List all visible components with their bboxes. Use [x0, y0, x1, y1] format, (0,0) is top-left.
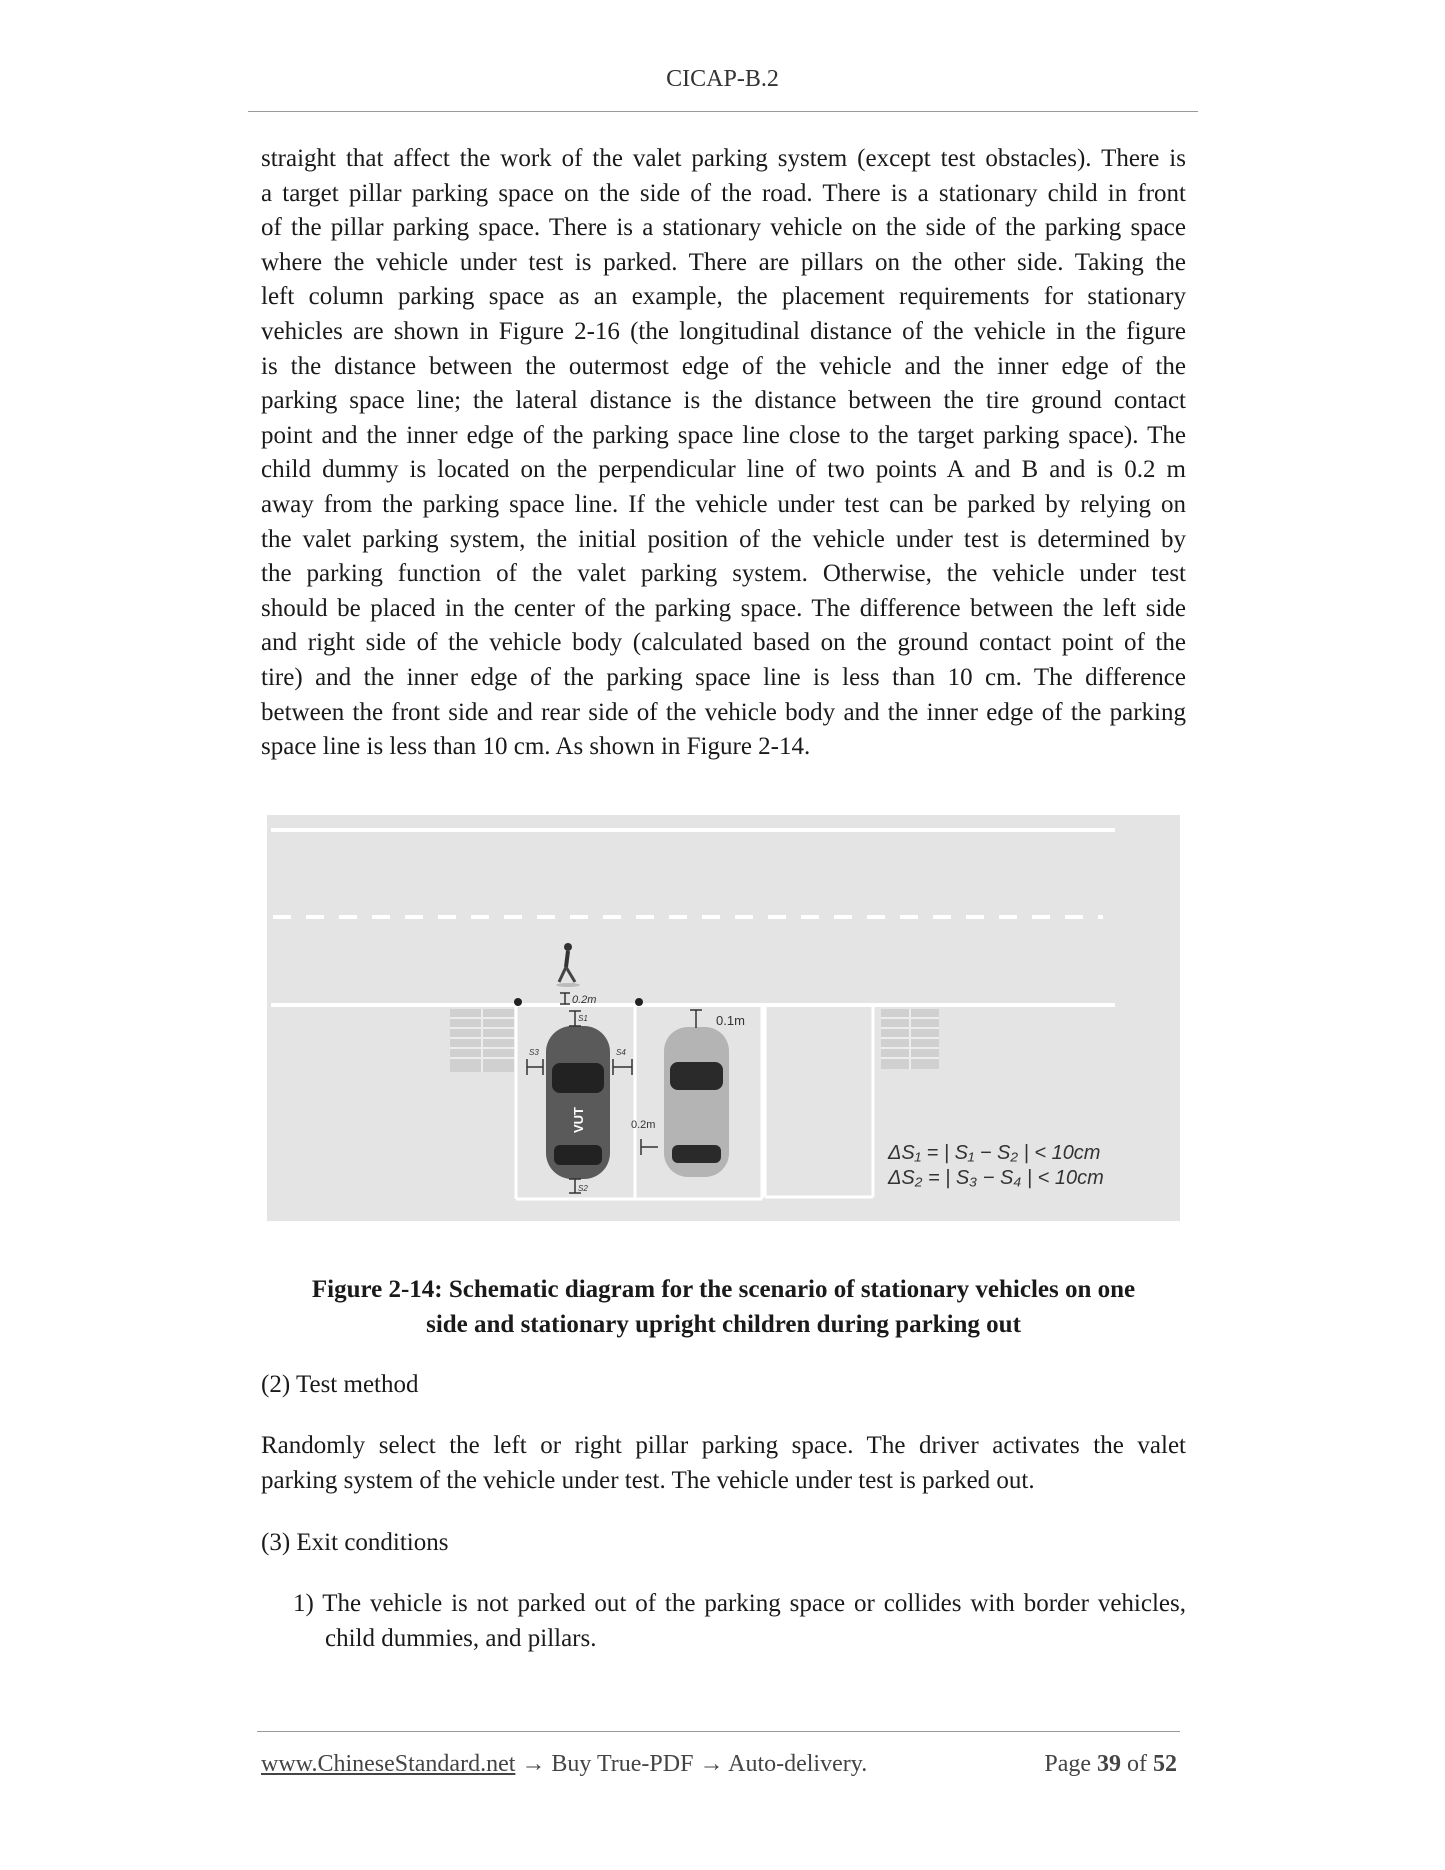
text-line: parking space line; the lateral distance is the distance between the tire ground contact	[261, 387, 1186, 415]
child-gap-label: 0.2m	[572, 994, 597, 1006]
text-line: between the front side and rear side of the vehicle body and the inner edge of the parking	[261, 698, 1186, 726]
text-line: vehicles are shown in Figure 2-16 (the longitudinal distance of the vehicle in the figure	[261, 317, 1186, 345]
side-gap-label: 0.2m	[631, 1119, 656, 1131]
footer-left	[261, 1751, 867, 1778]
text-line: child dummies, and pillars.	[325, 1624, 597, 1652]
s2-label: S2	[578, 1184, 588, 1193]
vut-car	[546, 1026, 610, 1179]
text-line: where the vehicle under test is parked. There are pillars on the other side. Taking the	[261, 248, 1186, 276]
text-line: straight that affect the work of the valet parking system (except test obstacles). There is	[261, 145, 1186, 172]
intro-paragraph	[261, 142, 1186, 765]
current-page: 39	[1097, 1751, 1121, 1777]
point-b-marker	[635, 998, 643, 1006]
brick-pillar-right	[881, 1009, 939, 1069]
stationary-car	[664, 1027, 729, 1177]
text-line: and right side of the vehicle body (calculated based on the ground contact point of the	[261, 629, 1186, 657]
vut-label: VUT	[571, 1107, 586, 1133]
caption-line: Figure 2-14: Schematic diagram for the scenario of stationary vehicles on one	[311, 1276, 1136, 1303]
text-line: is the distance between the outermost edge of the vehicle and the inner edge of the	[261, 352, 1186, 380]
formula-delta-s1: ΔS₁ = | S₁ − S₂ | < 10cm	[888, 1142, 1101, 1164]
text-line: child dummy is located on the perpendicular line of two points A and B and is 0.2 m	[261, 456, 1186, 484]
point-a-marker	[514, 998, 522, 1006]
s1-label: S1	[578, 1014, 588, 1023]
text-line: Randomly select the left or right pillar parking space. The driver activates the valet	[261, 1432, 1186, 1459]
of-word: of	[1127, 1751, 1147, 1777]
exit-conditions-heading: (3) Exit conditions	[261, 1529, 449, 1556]
test-method-paragraph	[261, 1429, 1186, 1498]
text-line: point and the inner edge of the parking space line close to the target parking space). The	[261, 421, 1186, 449]
s4-label: S4	[616, 1048, 626, 1057]
text-line: of the pillar parking space. There is a stationary vehicle on the side of the parking space	[261, 214, 1186, 242]
brick-pillar-left	[450, 1009, 514, 1072]
total-pages: 52	[1153, 1751, 1177, 1777]
text-line: left column parking space as an example, the placement requirements for stationary	[261, 283, 1186, 311]
page-header: CICAP-B.2	[666, 66, 779, 92]
text-line: space line is less than 10 cm. As shown in Figure 2-14.	[261, 733, 811, 761]
footer-promo-text: → Buy True-PDF → Auto-delivery.	[515, 1751, 868, 1777]
parking-scenario-diagram	[267, 815, 1180, 1221]
page-number	[1044, 1751, 1177, 1778]
exit-condition-item-1	[293, 1587, 1186, 1656]
test-method-heading: (2) Test method	[261, 1371, 419, 1398]
text-line: the valet parking system, the initial position of the vehicle under test is determined by	[261, 525, 1186, 553]
text-line: away from the parking space line. If the vehicle under test can be parked by relying on	[261, 490, 1186, 518]
front-gap-label: 0.1m	[716, 1013, 745, 1028]
text-line: a target pillar parking space on the side of the road. There is a stationary child in front	[261, 179, 1186, 207]
text-line: should be placed in the center of the parking space. The difference between the left side	[261, 594, 1186, 622]
text-line: parking system of the vehicle under test. The vehicle under test is parked out.	[261, 1466, 1035, 1494]
s3-label: S3	[529, 1048, 539, 1057]
figure-caption	[261, 1273, 1186, 1342]
figure-2-14	[267, 815, 1180, 1221]
text-line: the parking function of the valet parking system. Otherwise, the vehicle under test	[261, 560, 1186, 588]
page-word: Page	[1044, 1751, 1091, 1777]
text-line: tire) and the inner edge of the parking space line is less than 10 cm. The difference	[261, 663, 1186, 691]
text-line: 1) The vehicle is not parked out of the parking space or collides with border vehicles,	[293, 1590, 1186, 1617]
footer-divider	[257, 1731, 1180, 1732]
caption-line: side and stationary upright children during parking out	[426, 1310, 1021, 1338]
formula-delta-s2: ΔS₂ = | S₃ − S₄ | < 10cm	[888, 1167, 1104, 1189]
chinesestandard-link[interactable]: www.ChineseStandard.net	[261, 1751, 516, 1777]
header-divider	[248, 111, 1198, 112]
